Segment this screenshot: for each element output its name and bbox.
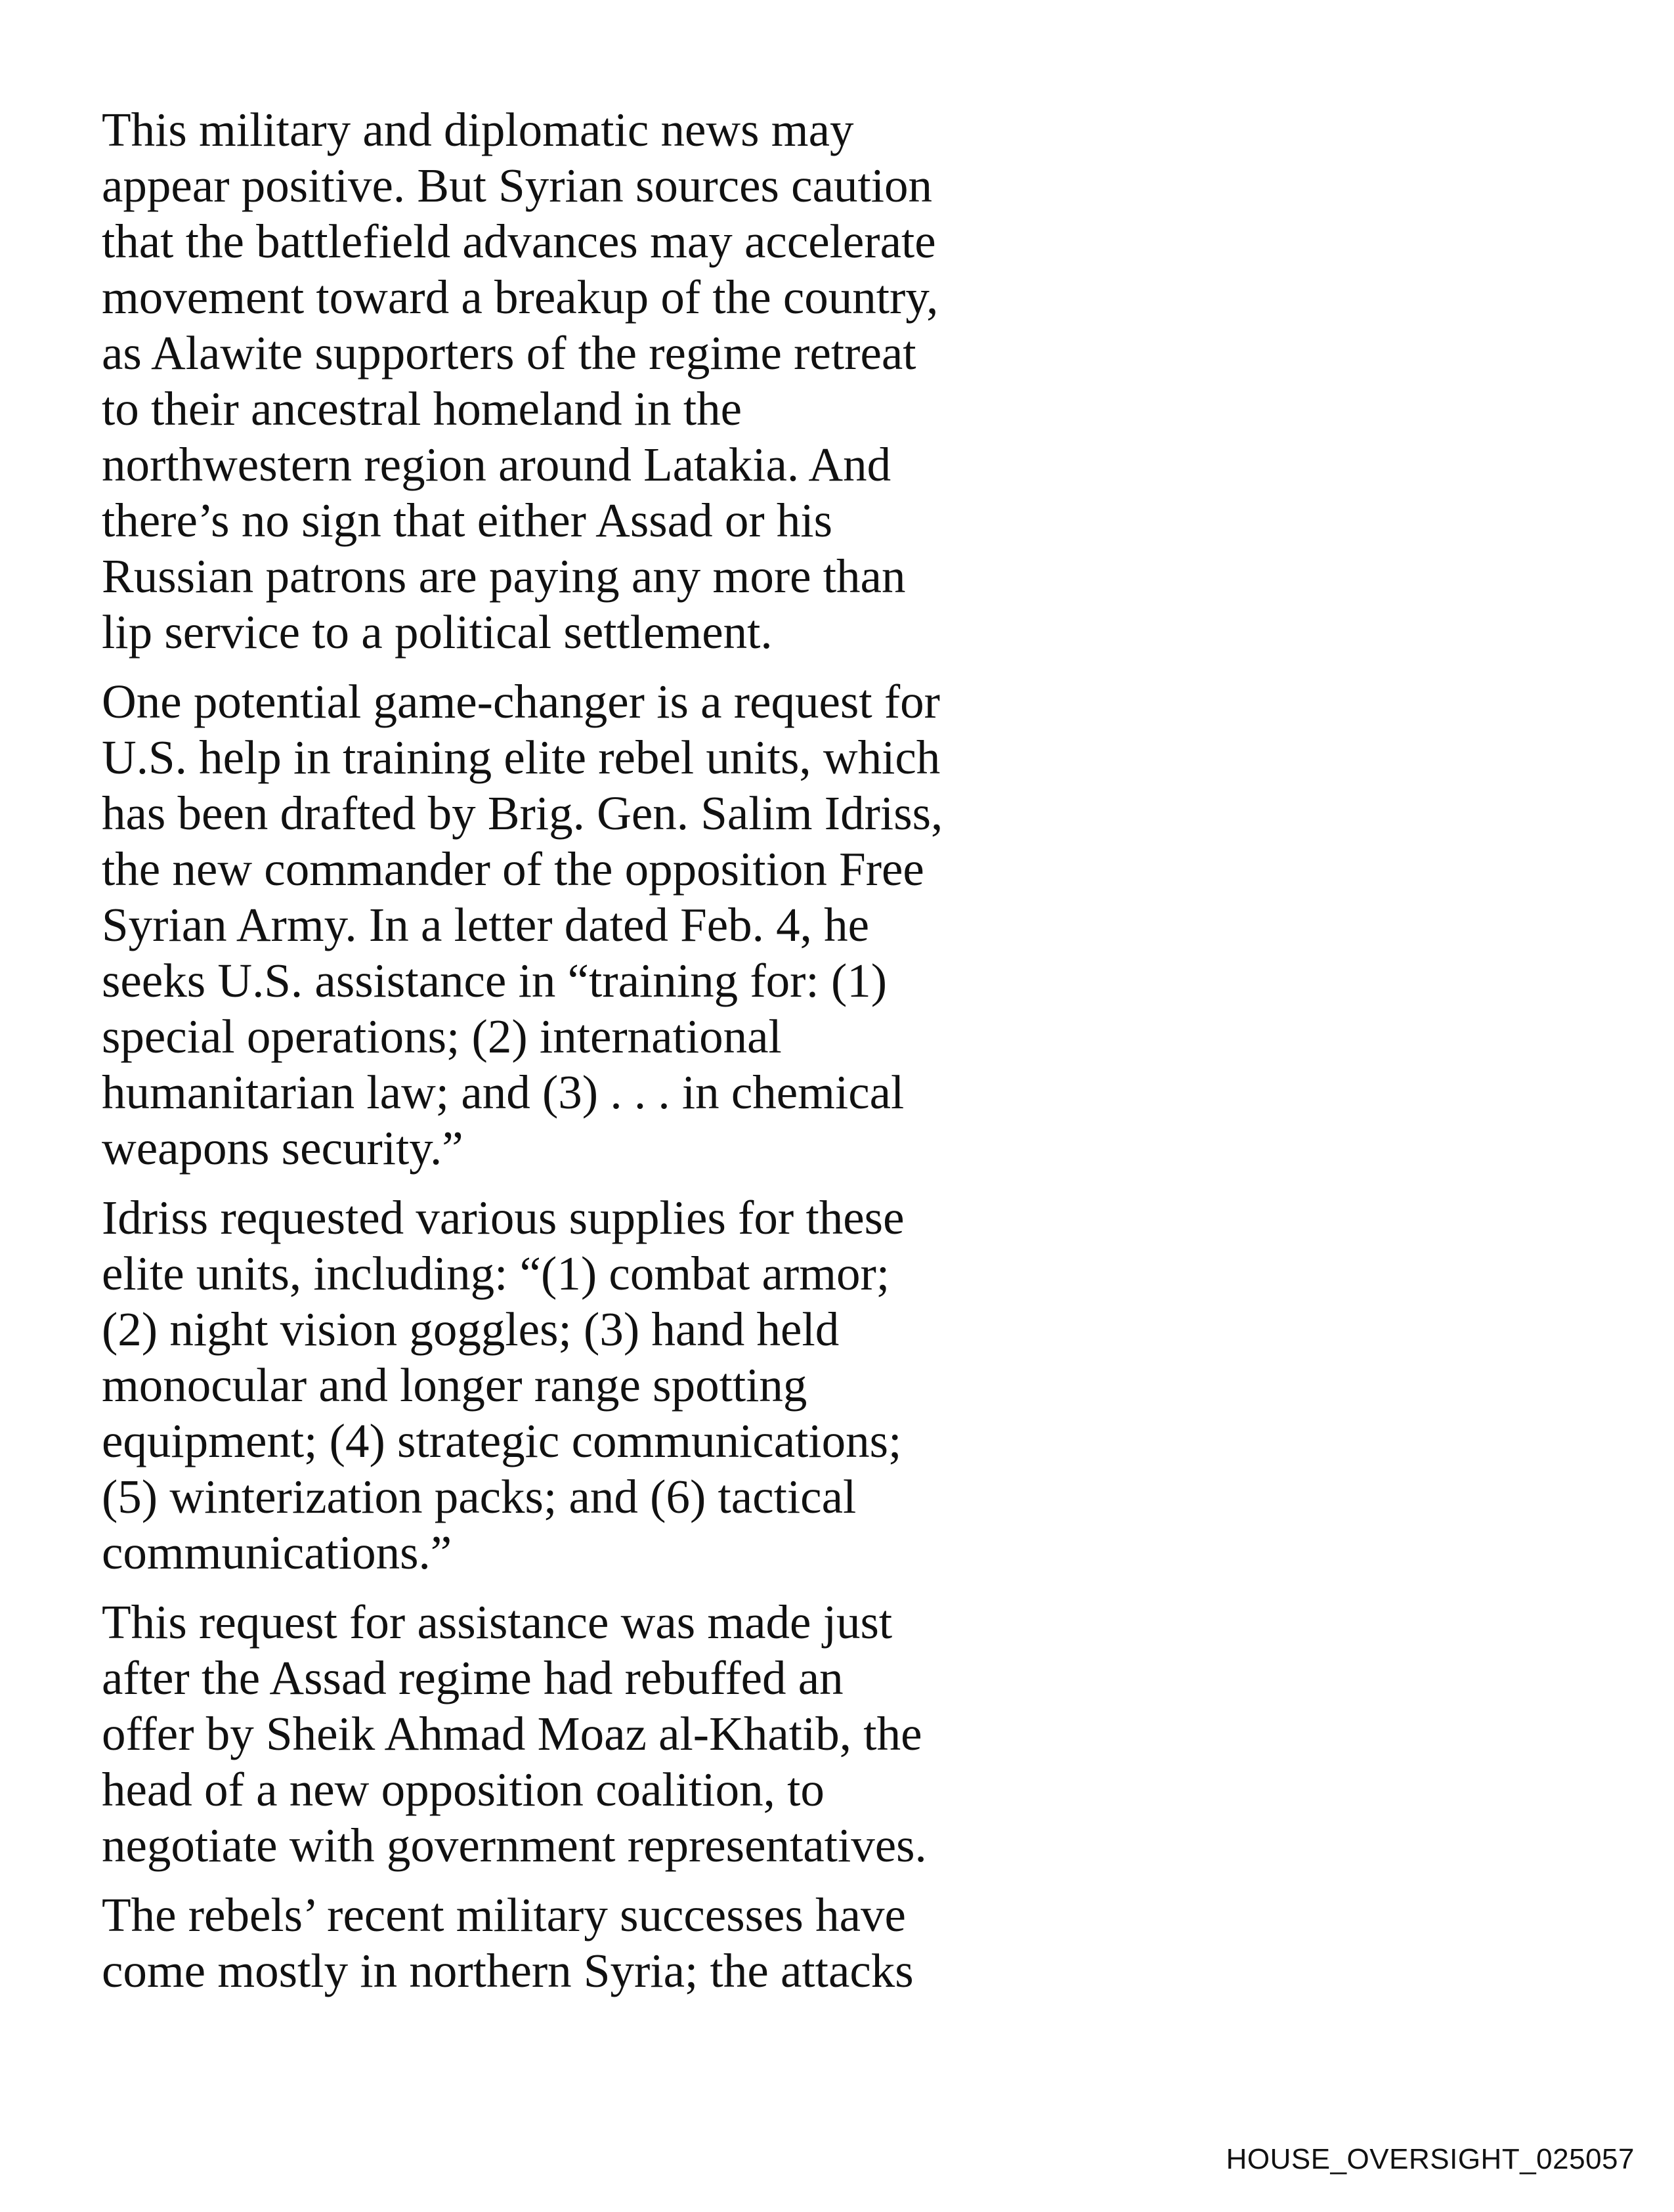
- text-line: (5) winterization packs; and (6) tactical: [102, 1470, 857, 1523]
- text-line: appear positive. But Syrian sources caution: [102, 159, 933, 212]
- text-line: elite units, including: “(1) combat armor;: [102, 1247, 890, 1300]
- text-line: This request for assistance was made just: [102, 1595, 893, 1649]
- text-line: northwestern region around Latakia. And: [102, 438, 891, 491]
- text-line: that the battlefield advances may accelerate: [102, 215, 936, 268]
- text-line: to their ancestral homeland in the: [102, 382, 742, 435]
- text-line: offer by Sheik Ahmad Moaz al-Khatib, the: [102, 1707, 922, 1760]
- bates-number: HOUSE_OVERSIGHT_025057: [1226, 2143, 1635, 2175]
- text-line: lip service to a political settlement.: [102, 605, 773, 659]
- text-line: One potential game-changer is a request for: [102, 675, 940, 728]
- text-line: special operations; (2) international: [102, 1010, 782, 1063]
- text-line: communications.”: [102, 1526, 452, 1579]
- document-body: [102, 102, 1021, 2012]
- text-line: This military and diplomatic news may: [102, 103, 854, 156]
- text-line: the new commander of the opposition Free: [102, 842, 924, 896]
- paragraph: [102, 102, 1021, 660]
- paragraph: [102, 1887, 1021, 1999]
- paragraph: [102, 1594, 1021, 1873]
- text-line: has been drafted by Brig. Gen. Salim Idriss,: [102, 787, 943, 840]
- text-line: movement toward a breakup of the country,: [102, 271, 939, 324]
- text-line: Idriss requested various supplies for these: [102, 1191, 905, 1244]
- text-line: come mostly in northern Syria; the attacks: [102, 1944, 914, 1997]
- paragraph: [102, 674, 1021, 1176]
- text-line: equipment; (4) strategic communications;: [102, 1414, 902, 1467]
- text-line: there’s no sign that either Assad or his: [102, 494, 833, 547]
- paragraph: [102, 1190, 1021, 1580]
- text-line: head of a new opposition coalition, to: [102, 1763, 825, 1816]
- text-line: as Alawite supporters of the regime retreat: [102, 326, 916, 380]
- text-line: seeks U.S. assistance in “training for: (1): [102, 954, 888, 1007]
- text-line: humanitarian law; and (3) . . . in chemical: [102, 1066, 905, 1119]
- text-line: negotiate with government representatives.: [102, 1819, 927, 1872]
- text-line: Russian patrons are paying any more than: [102, 550, 906, 603]
- text-line: U.S. help in training elite rebel units, which: [102, 731, 941, 784]
- text-line: Syrian Army. In a letter dated Feb. 4, he: [102, 898, 870, 951]
- text-line: weapons security.”: [102, 1121, 463, 1175]
- text-line: The rebels’ recent military successes have: [102, 1888, 906, 1941]
- text-line: monocular and longer range spotting: [102, 1358, 807, 1412]
- text-line: (2) night vision goggles; (3) hand held: [102, 1303, 840, 1356]
- text-line: after the Assad regime had rebuffed an: [102, 1651, 844, 1704]
